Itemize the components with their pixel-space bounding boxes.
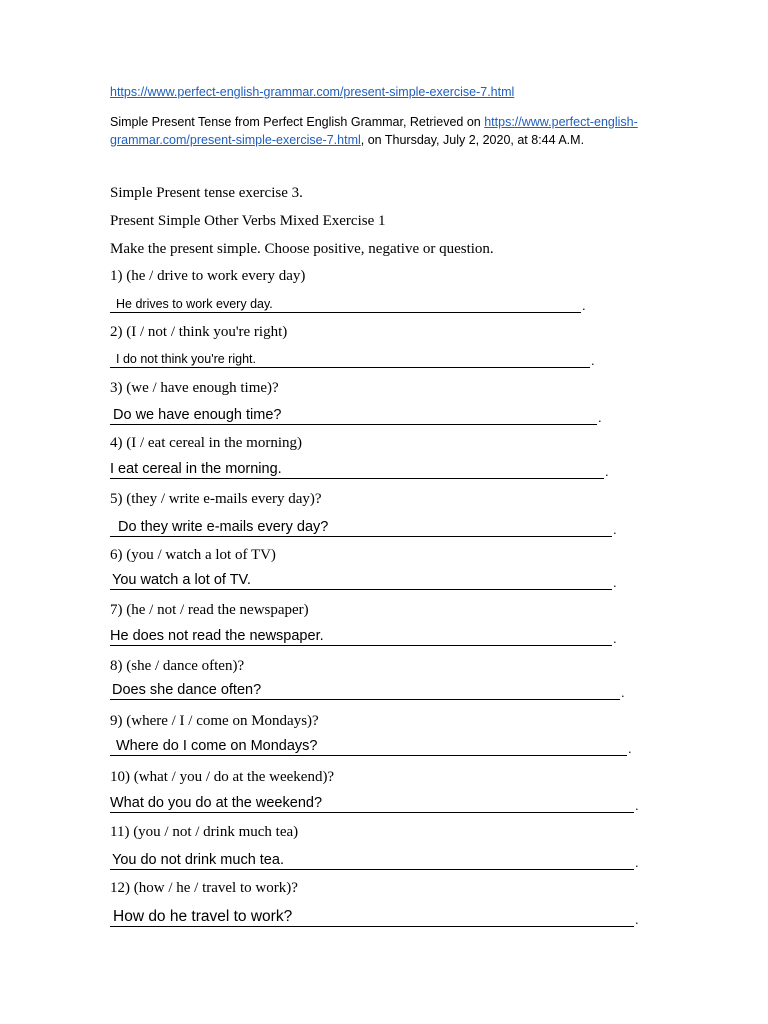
answer-line <box>110 908 640 932</box>
item-prompt: 6) (you / watch a lot of TV) <box>110 547 276 563</box>
answer-line <box>110 519 618 541</box>
answer-text: What do you do at the weekend? <box>110 795 323 811</box>
source-link[interactable]: https://www.perfect-english-grammar.com/present-simple-exercise-7.html <box>110 85 515 99</box>
citation-suffix: , on Thursday, July 2, 2020, at 8:44 A.M. <box>360 133 585 147</box>
answer-text: You do not drink much tea. <box>112 852 284 868</box>
answer-line <box>110 407 606 429</box>
answer-underline <box>110 926 634 927</box>
line-end: . <box>621 685 625 700</box>
line-end: . <box>635 912 639 927</box>
answer-text: Do we have enough time? <box>113 407 282 423</box>
answer-underline <box>110 367 590 368</box>
item-prompt: 1) (he / drive to work every day) <box>110 268 306 284</box>
answer-text: He drives to work every day. <box>116 297 273 311</box>
item-prompt: 12) (how / he / travel to work)? <box>110 880 298 896</box>
answer-underline <box>110 755 627 756</box>
citation <box>110 113 670 149</box>
answer-underline <box>110 312 581 313</box>
answer-underline <box>110 645 612 646</box>
answer-underline <box>110 699 620 700</box>
instructions: Make the present simple. Choose positive, negative or question. <box>110 241 494 257</box>
answer-line <box>110 461 612 483</box>
line-end: . <box>628 741 632 756</box>
answer-underline <box>110 869 634 870</box>
answer-line <box>110 628 618 650</box>
answer-line <box>110 352 600 372</box>
line-end: . <box>605 464 609 479</box>
answer-text: I eat cereal in the morning. <box>110 461 282 477</box>
item-prompt: 11) (you / not / drink much tea) <box>110 824 299 840</box>
answer-text: How do he travel to work? <box>113 908 293 925</box>
answer-underline <box>110 812 634 813</box>
line-end: . <box>613 522 617 537</box>
answer-underline <box>110 478 604 479</box>
answer-line <box>110 738 634 760</box>
item-prompt: 10) (what / you / do at the weekend)? <box>110 769 335 785</box>
answer-line <box>110 852 640 874</box>
answer-text: Where do I come on Mondays? <box>116 738 318 754</box>
item-prompt: 2) (I / not / think you're right) <box>110 324 288 340</box>
line-end: . <box>613 575 617 590</box>
answer-text: Do they write e-mails every day? <box>118 519 329 535</box>
citation-link[interactable]: https://www.perfect-english-grammar.com/present-simple-exercise-7.html <box>110 115 638 147</box>
answer-line <box>110 795 640 817</box>
item-prompt: 9) (where / I / come on Mondays)? <box>110 713 319 729</box>
answer-line <box>110 297 590 317</box>
answer-underline <box>110 424 597 425</box>
item-prompt: 8) (she / dance often)? <box>110 658 245 674</box>
answer-line <box>110 572 618 594</box>
citation-prefix: Simple Present Tense from Perfect English Grammar, Retrieved on <box>110 115 485 129</box>
item-prompt: 4) (I / eat cereal in the morning) <box>110 435 302 451</box>
answer-text: Does she dance often? <box>112 682 262 698</box>
subheading: Present Simple Other Verbs Mixed Exercise 1 <box>110 213 386 229</box>
item-prompt: 7) (he / not / read the newspaper) <box>110 602 309 618</box>
line-end: . <box>635 798 639 813</box>
answer-line <box>110 682 626 704</box>
item-prompt: 5) (they / write e-mails every day)? <box>110 491 322 507</box>
line-end: . <box>613 631 617 646</box>
answer-text: He does not read the newspaper. <box>110 628 324 644</box>
item-prompt: 3) (we / have enough time)? <box>110 380 279 396</box>
answer-underline <box>110 589 612 590</box>
line-end: . <box>591 353 595 368</box>
line-end: . <box>582 298 586 313</box>
line-end: . <box>598 410 602 425</box>
answer-underline <box>110 536 612 537</box>
answer-text: I do not think you're right. <box>116 352 256 366</box>
line-end: . <box>635 855 639 870</box>
heading: Simple Present tense exercise 3. <box>110 185 303 201</box>
answer-text: You watch a lot of TV. <box>112 572 251 588</box>
